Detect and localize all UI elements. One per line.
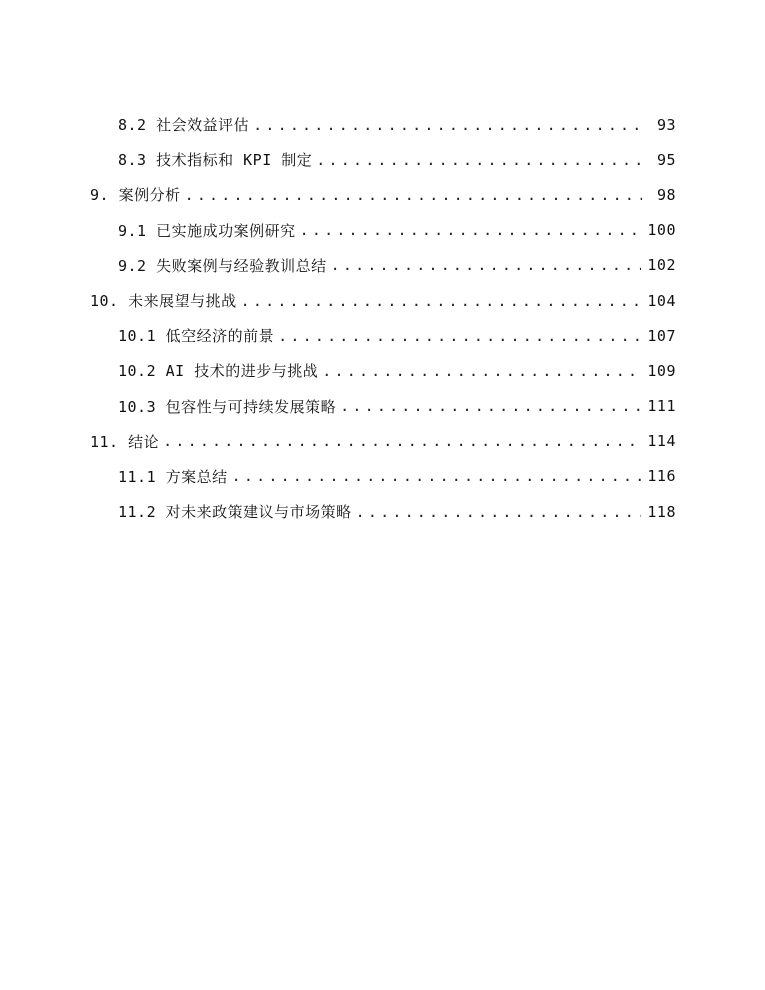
toc-page-number: 104: [647, 291, 676, 310]
toc-dot-leader: [232, 467, 642, 485]
toc-dot-leader: [185, 186, 642, 204]
toc-entry[interactable]: [0, 177, 676, 212]
toc-entry-title: 9.2 失败案例与经验教训总结: [118, 256, 327, 275]
toc-entry[interactable]: [0, 213, 676, 248]
toc-page-number: 107: [647, 326, 676, 345]
toc-entry[interactable]: [0, 389, 676, 424]
toc-entry-title: 8.2 社会效益评估: [118, 116, 250, 135]
toc-entry-title: 10. 未来展望与挑战: [90, 292, 237, 311]
toc-page-number: 93: [656, 115, 676, 134]
toc-page-number: 98: [656, 185, 676, 204]
toc-page-number: 100: [647, 221, 676, 240]
toc-entry-title: 8.3 技术指标和 KPI 制定: [118, 151, 313, 170]
toc-page-number: 118: [647, 502, 676, 521]
toc-dot-leader: [340, 397, 641, 415]
toc-dot-leader: [241, 292, 642, 310]
toc-entry[interactable]: [0, 494, 676, 529]
toc-dot-leader: [253, 116, 642, 134]
toc-dot-leader: [278, 327, 641, 345]
toc-entry[interactable]: [0, 353, 676, 388]
toc-dot-leader: [322, 362, 641, 380]
toc-entry-title: 11.2 对未来政策建议与市场策略: [118, 503, 352, 522]
toc-page-number: 111: [647, 397, 676, 416]
toc-entry[interactable]: [0, 142, 676, 177]
toc-dot-leader: [163, 432, 641, 450]
toc-page-number: 109: [647, 361, 676, 380]
toc-entry[interactable]: [0, 424, 676, 459]
toc-dot-leader: [316, 151, 642, 169]
toc-dot-leader: [300, 221, 642, 239]
toc-page-number: 114: [647, 432, 676, 451]
toc-entry-title: 9. 案例分析: [90, 186, 181, 205]
toc-entry-title: 10.1 低空经济的前景: [118, 327, 275, 346]
toc-page-number: 116: [647, 467, 676, 486]
toc-page-number: 102: [647, 256, 676, 275]
toc-entry-title: 10.3 包容性与可持续发展策略: [118, 397, 337, 416]
toc-entry-title: 9.1 已实施成功案例研究: [118, 221, 296, 240]
toc-entry-title: 11.1 方案总结: [118, 467, 228, 486]
toc-entry[interactable]: [0, 318, 676, 353]
toc-dot-leader: [356, 503, 642, 521]
toc-entry[interactable]: [0, 283, 676, 318]
toc-entry-title: 10.2 AI 技术的进步与挑战: [118, 362, 319, 381]
toc-dot-leader: [331, 256, 642, 274]
toc-entry[interactable]: [0, 107, 676, 142]
toc-entry[interactable]: [0, 248, 676, 283]
toc-page-number: 95: [656, 150, 676, 169]
toc-entry[interactable]: [0, 459, 676, 494]
toc-entry-title: 11. 结论: [90, 432, 160, 451]
table-of-contents: [0, 107, 765, 529]
